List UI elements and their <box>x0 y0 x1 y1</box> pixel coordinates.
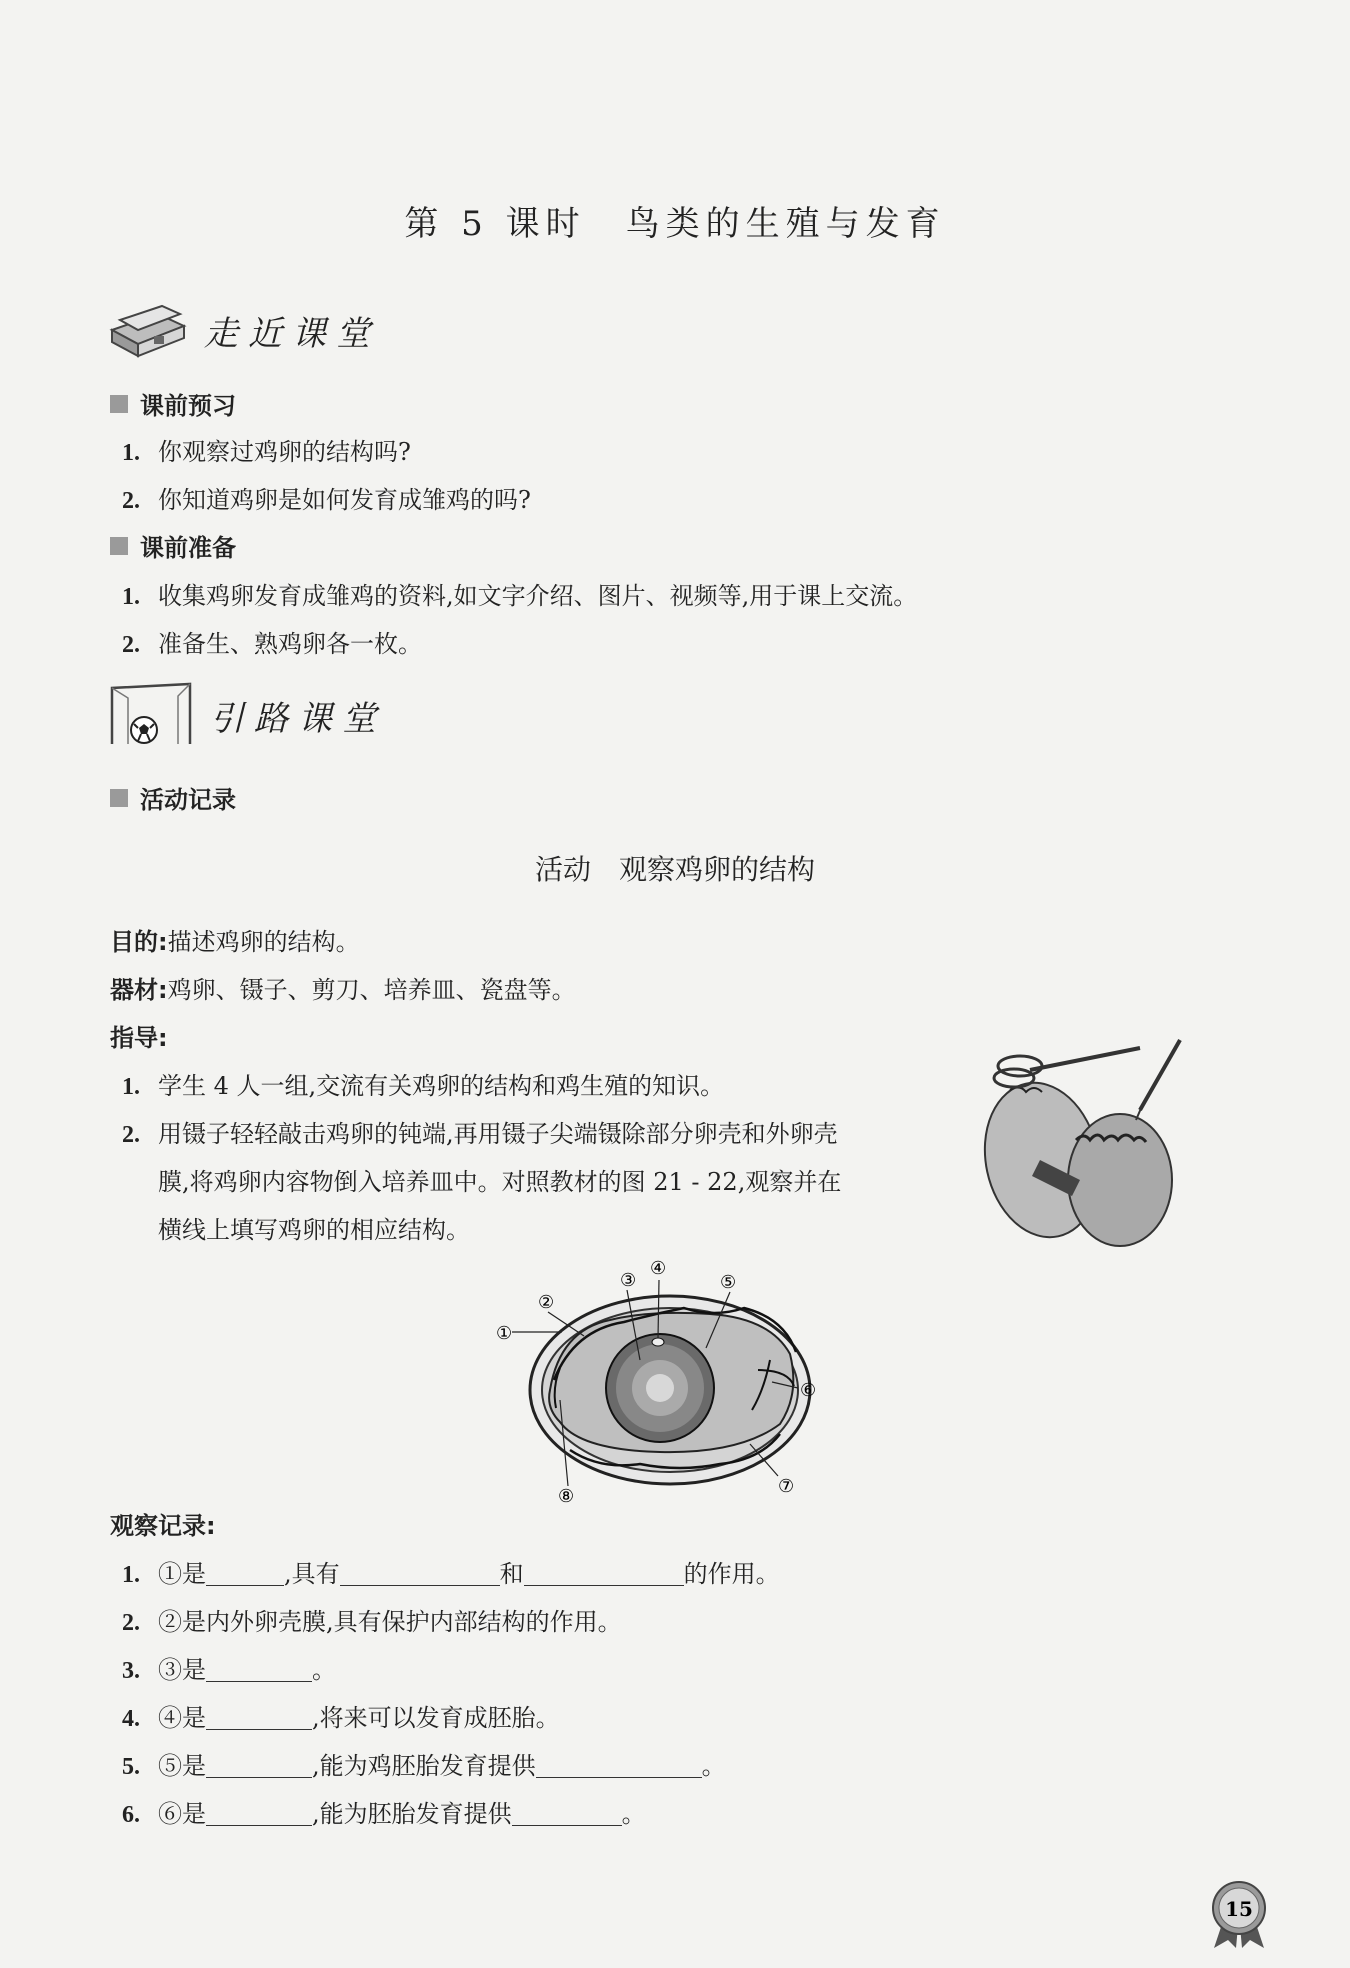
answer-blank[interactable] <box>340 1561 500 1586</box>
answer-blank[interactable] <box>512 1801 622 1826</box>
heading-activity-record: 活动记录 <box>110 780 236 815</box>
answer-blank[interactable] <box>206 1753 312 1778</box>
answer-blank[interactable] <box>524 1561 684 1586</box>
list-item: 1. 你观察过鸡卵的结构吗? <box>122 438 411 466</box>
fill-item-4: 4. ④是 ,将来可以发育成胚胎。 <box>122 1704 560 1732</box>
list-item-continued: 横线上填写鸡卵的相应结构。 <box>158 1216 470 1244</box>
banner-title: 走近课堂 <box>204 313 380 354</box>
fill-item-3: 3. ③是 。 <box>122 1656 336 1684</box>
books-icon <box>108 300 188 360</box>
label-8: ⑧ <box>558 1486 575 1507</box>
purpose-line: 目的:描述鸡卵的结构。 <box>110 928 360 956</box>
label-1: ① <box>496 1323 513 1344</box>
heading-preview: 课前预习 <box>110 386 236 421</box>
fill-item-1: 1. ①是 ,具有 和 的作用。 <box>122 1560 780 1588</box>
fill-item-5: 5. ⑤是 ,能为鸡胚胎发育提供 。 <box>122 1752 726 1780</box>
observe-heading: 观察记录: <box>110 1512 216 1540</box>
heading-square-icon <box>110 395 128 413</box>
materials-line: 器材:鸡卵、镊子、剪刀、培养皿、瓷盘等。 <box>110 976 576 1004</box>
list-item: 1. 收集鸡卵发育成雏鸡的资料,如文字介绍、图片、视频等,用于课上交流。 <box>122 582 918 610</box>
lesson-number: 第 5 课时 <box>404 204 586 244</box>
fill-item-2: 2. ②是内外卵壳膜,具有保护内部结构的作用。 <box>122 1608 622 1636</box>
activity-title: 活动 观察鸡卵的结构 <box>534 853 816 886</box>
label-2: ② <box>538 1292 555 1313</box>
banner-guide-class <box>108 682 386 748</box>
egg-cracking-illustration <box>970 1030 1200 1250</box>
list-item-continued: 膜,将鸡卵内容物倒入培养皿中。对照教材的图 21 - 22,观察并在 <box>158 1168 842 1196</box>
label-4: ④ <box>650 1258 667 1279</box>
answer-blank[interactable] <box>206 1561 284 1586</box>
answer-blank[interactable] <box>536 1753 702 1778</box>
heading-square-icon <box>110 537 128 555</box>
lesson-topic: 鸟类的生殖与发育 <box>625 204 946 244</box>
page-title <box>0 196 1350 245</box>
list-item: 1. 学生 4 人一组,交流有关鸡卵的结构和鸡生殖的知识。 <box>122 1072 725 1100</box>
answer-blank[interactable] <box>206 1657 312 1682</box>
egg-structure-diagram <box>480 1250 860 1510</box>
answer-blank[interactable] <box>206 1801 312 1826</box>
list-item: 2. 准备生、熟鸡卵各一枚。 <box>122 630 422 658</box>
banner-approach-class <box>108 300 380 360</box>
guide-heading: 指导: <box>110 1024 168 1052</box>
label-5: ⑤ <box>720 1272 737 1293</box>
list-item: 2. 你知道鸡卵是如何发育成雏鸡的吗? <box>122 486 531 514</box>
soccer-goal-icon <box>108 682 194 748</box>
answer-blank[interactable] <box>206 1705 312 1730</box>
label-7: ⑦ <box>778 1476 795 1497</box>
banner-title: 引路课堂 <box>210 698 386 739</box>
label-6: ⑥ <box>800 1380 817 1401</box>
heading-prepare: 课前准备 <box>110 528 236 563</box>
page-number-badge <box>1208 1880 1270 1950</box>
heading-square-icon <box>110 789 128 807</box>
list-item: 2. 用镊子轻轻敲击鸡卵的钝端,再用镊子尖端镊除部分卵壳和外卵壳 <box>122 1120 838 1148</box>
label-3: ③ <box>620 1270 637 1291</box>
fill-item-6: 6. ⑥是 ,能为胚胎发育提供 。 <box>122 1800 646 1828</box>
page-number: 15 <box>1225 1897 1253 1921</box>
